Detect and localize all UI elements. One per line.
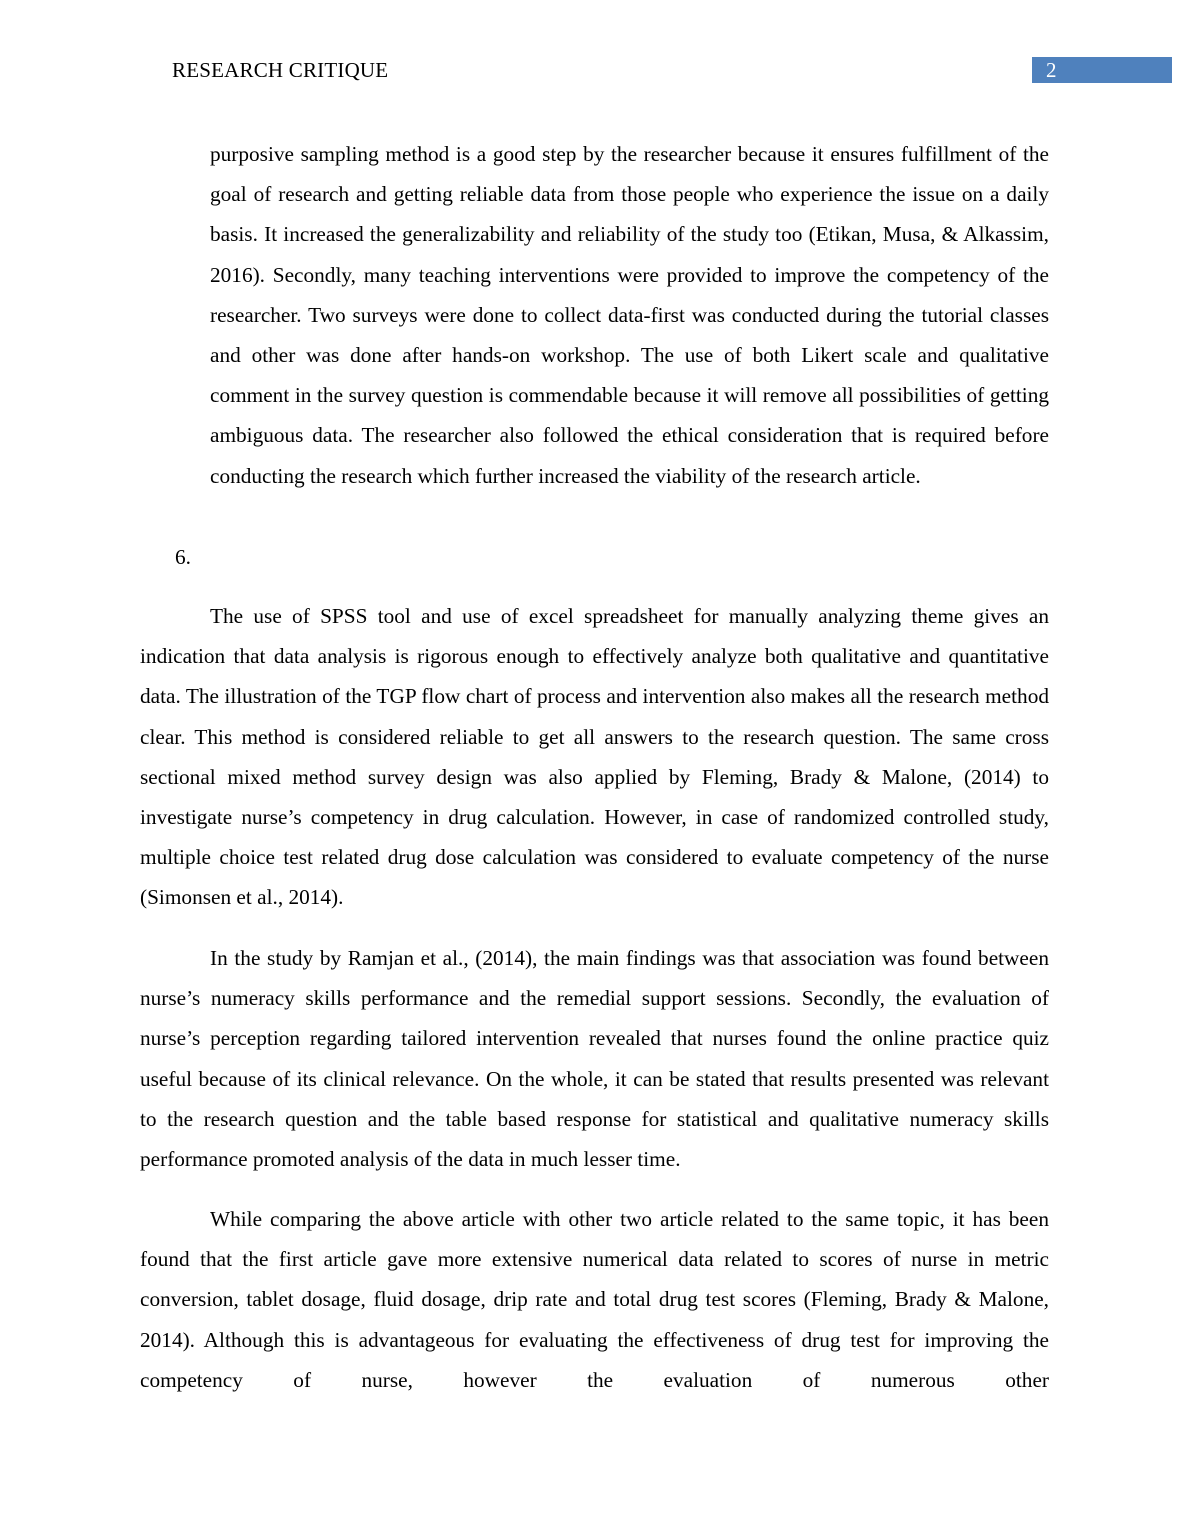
running-head-title: RESEARCH CRITIQUE — [172, 58, 389, 82]
list-item-number: 6. — [175, 545, 191, 569]
paragraph-main-findings: In the study by Ramjan et al., (2014), the main findings was that association was found between nurse’s numeracy skills performance and the remedial support sessions. Secondly, the evaluation of nurse’s perception regarding tailored intervention revealed that nurses found the online practice quiz useful because of its clinical relevance. On the whole, it can be stated that results presented was relevant to the research question and the table based response for statistical and qualitative numeracy skills performance promoted analysis of the data in much lesser time. — [140, 946, 1049, 1172]
paragraph-article-comparison: While comparing the above article with other two article related to the same topic, it has been found that the first article gave more extensive numerical data related to scores of nurse in metric conversion, tablet dosage, fluid dosage, drip rate and total drug test scores (Fleming, Brady & Malone, 2014). Although this is advantageous for evaluating the effectiveness of drug test for improving the competency of nurse, however the evaluation of numerous other — [140, 1207, 1049, 1392]
continued-list-paragraph: purposive sampling method is a good step by the researcher because it ensures fulfillment of the goal of research and getting reliable data from those people who experience the issue on a daily basis. It increased the generalizability and reliability of the study too (Etikan, Musa, & Alkassim, 2016). Secondly, many teaching interventions were provided to improve the competency of the researcher. Two surveys were done to collect data-first was conducted during the tutorial classes and other was done after hands-on workshop. The use of both Likert scale and qualitative comment in the survey question is commendable because it will remove all possibilities of getting ambiguous data. The researcher also followed the ethical consideration that is required before conducting the research which further increased the viability of the research article. — [210, 142, 1049, 488]
paragraph-data-analysis: The use of SPSS tool and use of excel spreadsheet for manually analyzing theme gives an indication that data analysis is rigorous enough to effectively analyze both qualitative and quantitative data. The illustration of the TGP flow chart of process and intervention also makes all the research method clear. This method is considered reliable to get all answers to the research question. The same cross sectional mixed method survey design was also applied by Fleming, Brady & Malone, (2014) to investigate nurse’s competency in drug calculation. However, in case of randomized controlled study, multiple choice test related drug dose calculation was considered to evaluate competency of the nurse (Simonsen et al., 2014). — [140, 604, 1049, 910]
page-number: 2 — [1046, 58, 1057, 82]
page-number-box — [1032, 57, 1172, 83]
